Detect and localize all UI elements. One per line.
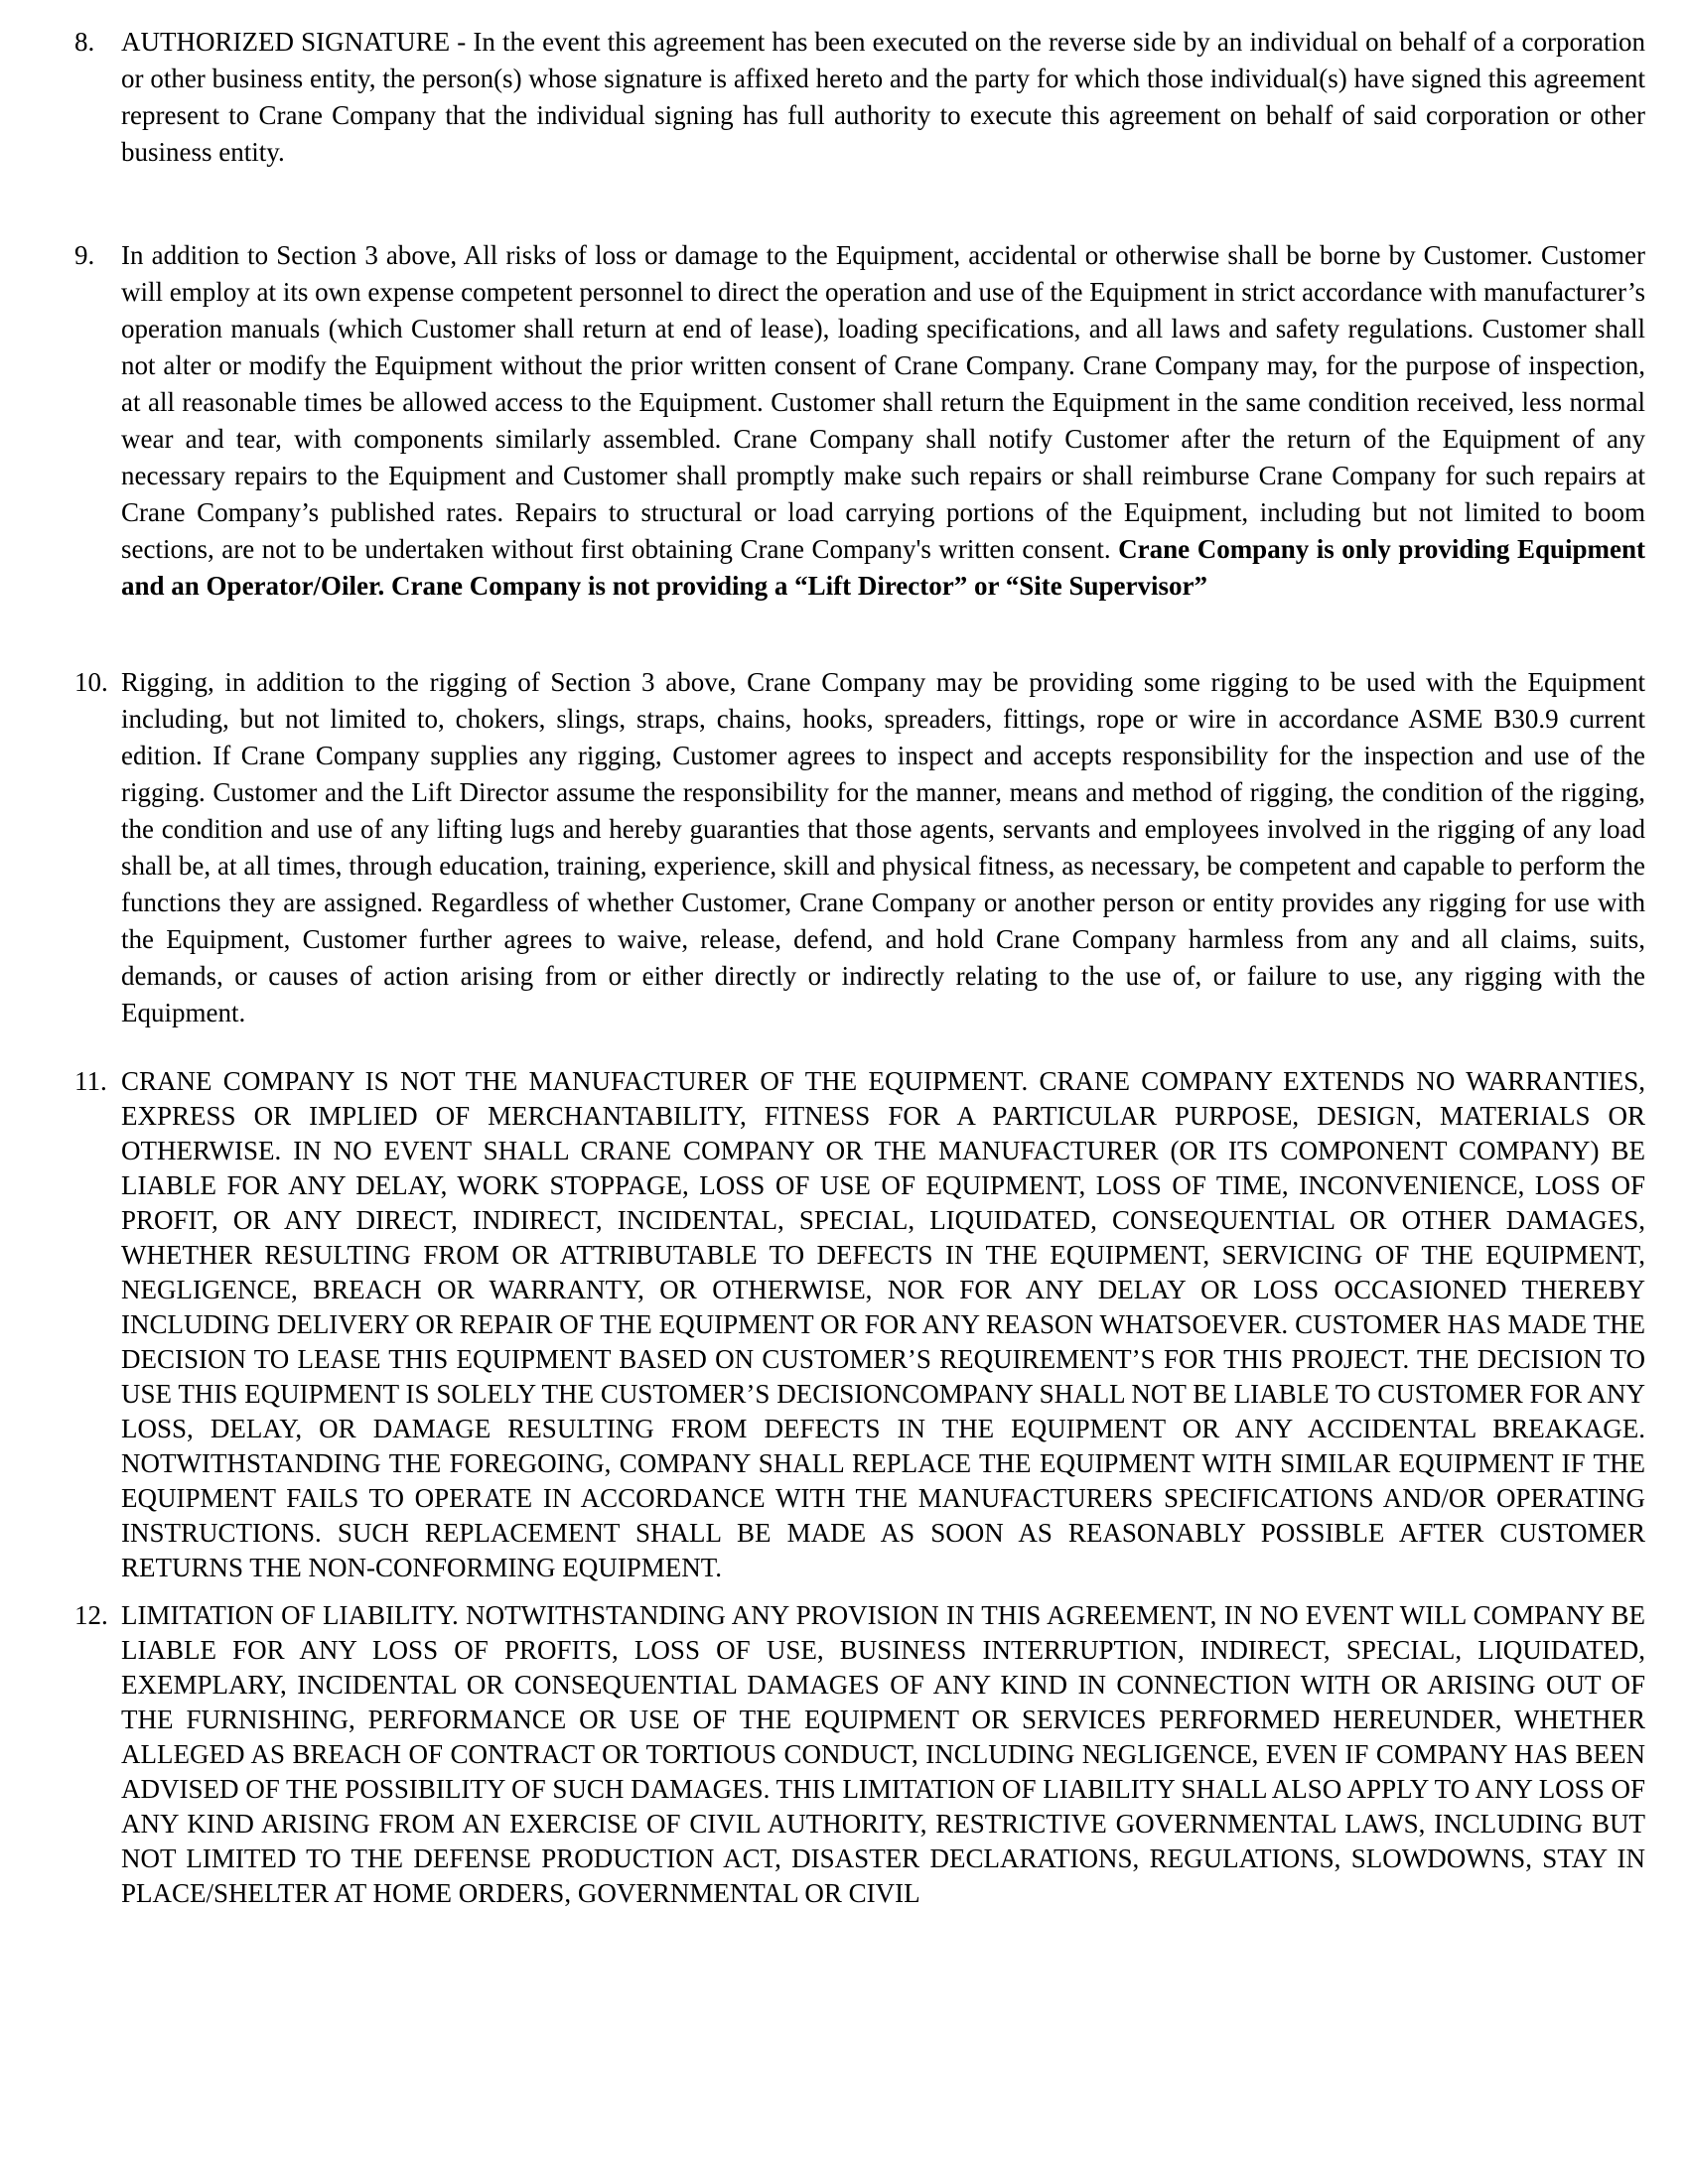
section-9-paragraph: [121, 237, 1645, 605]
section-9-number: 9.: [74, 240, 95, 270]
section-10-paragraph: [121, 664, 1645, 1031]
section-8-number: 8.: [74, 27, 95, 57]
section-9-text: In addition to Section 3 above, All risks of loss or damage to the Equipment, accidental or otherwise shall be borne by Customer. Customer will employ at its own expense competent personnel to direct the operation and use of the Equipment in strict accordance with manufacturer’s operation manuals (which Customer shall return at end of lease), loading specifications, and all laws and safety regulations. Customer shall not alter or modify the Equipment without the prior written consent of Crane Company. Crane Company may, for the purpose of inspection, at all reasonable times be allowed access to the Equipment. Customer shall return the Equipment in the same condition received, less normal wear and tear, with components similarly assembled. Crane Company shall notify Customer after the return of the Equipment of any necessary repairs to the Equipment and Customer shall promptly make such repairs or shall reimburse Crane Company for such repairs at Crane Company’s published rates. Repairs to structural or load carrying portions of the Equipment, including but not limited to boom sections, are not to be undertaken without first obtaining Crane Company's written consent.: [121, 240, 1645, 564]
section-11-paragraph: [121, 1064, 1645, 1585]
section-8: [74, 24, 1645, 171]
section-11-number: 11.: [74, 1066, 107, 1096]
section-12-number: 12.: [74, 1600, 108, 1630]
section-12-paragraph: [121, 1598, 1645, 1911]
section-12: [74, 1598, 1645, 1911]
section-11-text: CRANE COMPANY IS NOT THE MANUFACTURER OF THE EQUIPMENT. CRANE COMPANY EXTENDS NO WARRANTIES, EXPRESS OR IMPLIED OF MERCHANTABILITY, FITNESS FOR A PARTICULAR PURPOSE, DESIGN, MATERIALS OR OTHERWISE. IN NO EVENT SHALL CRANE COMPANY OR THE MANUFACTURER (OR ITS COMPONENT COMPANY) BE LIABLE FOR ANY DELAY, WORK STOPPAGE, LOSS OF USE OF EQUIPMENT, LOSS OF TIME, INCONVENIENCE, LOSS OF PROFIT, OR ANY DIRECT, INDIRECT, INCIDENTAL, SPECIAL, LIQUIDATED, CONSEQUENTIAL OR OTHER DAMAGES, WHETHER RESULTING FROM OR ATTRIBUTABLE TO DEFECTS IN THE EQUIPMENT, SERVICING OF THE EQUIPMENT, NEGLIGENCE, BREACH OR WARRANTY, OR OTHERWISE, NOR FOR ANY DELAY OR LOSS OCCASIONED THEREBY INCLUDING DELIVERY OR REPAIR OF THE EQUIPMENT OR FOR ANY REASON WHATSOEVER. CUSTOMER HAS MADE THE DECISION TO LEASE THIS EQUIPMENT BASED ON CUSTOMER’S REQUIREMENT’S FOR THIS PROJECT. THE DECISION TO USE THIS EQUIPMENT IS SOLELY THE CUSTOMER’S DECISIONCOMPANY SHALL NOT BE LIABLE TO CUSTOMER FOR ANY LOSS, DELAY, OR DAMAGE RESULTING FROM DEFECTS IN THE EQUIPMENT OR ANY ACCIDENTAL BREAKAGE. NOTWITHSTANDING THE FOREGOING, COMPANY SHALL REPLACE THE EQUIPMENT WITH SIMILAR EQUIPMENT IF THE EQUIPMENT FAILS TO OPERATE IN ACCORDANCE WITH THE MANUFACTURERS SPECIFICATIONS AND/OR OPERATING INSTRUCTIONS. SUCH REPLACEMENT SHALL BE MADE AS SOON AS REASONABLY POSSIBLE AFTER CUSTOMER RETURNS THE NON-CONFORMING EQUIPMENT.: [121, 1066, 1645, 1582]
section-8-paragraph: [121, 24, 1645, 171]
section-8-text: AUTHORIZED SIGNATURE - In the event this agreement has been executed on the reverse side by an individual on behalf of a corporation or other business entity, the person(s) whose signature is affixed hereto and the party for which those individual(s) have signed this agreement represent to Crane Company that the individual signing has full authority to execute this agreement on behalf of said corporation or other business entity.: [121, 27, 1645, 167]
section-9: [74, 237, 1645, 605]
section-11: [74, 1064, 1645, 1585]
section-10-number: 10.: [74, 667, 108, 697]
section-12-text: LIMITATION OF LIABILITY. NOTWITHSTANDING ANY PROVISION IN THIS AGREEMENT, IN NO EVENT WILL COMPANY BE LIABLE FOR ANY LOSS OF PROFITS, LOSS OF USE, BUSINESS INTERRUPTION, INDIRECT, SPECIAL, LIQUIDATED, EXEMPLARY, INCIDENTAL OR CONSEQUENTIAL DAMAGES OF ANY KIND IN CONNECTION WITH OR ARISING OUT OF THE FURNISHING, PERFORMANCE OR USE OF THE EQUIPMENT OR SERVICES PERFORMED HEREUNDER, WHETHER ALLEGED AS BREACH OF CONTRACT OR TORTIOUS CONDUCT, INCLUDING NEGLIGENCE, EVEN IF COMPANY HAS BEEN ADVISED OF THE POSSIBILITY OF SUCH DAMAGES. THIS LIMITATION OF LIABILITY SHALL ALSO APPLY TO ANY LOSS OF ANY KIND ARISING FROM AN EXERCISE OF CIVIL AUTHORITY, RESTRICTIVE GOVERNMENTAL LAWS, INCLUDING BUT NOT LIMITED TO THE DEFENSE PRODUCTION ACT, DISASTER DECLARATIONS, REGULATIONS, SLOWDOWNS, STAY IN PLACE/SHELTER AT HOME ORDERS, GOVERNMENTAL OR CIVIL: [121, 1600, 1645, 1908]
section-10-text: Rigging, in addition to the rigging of Section 3 above, Crane Company may be providing some rigging to be used with the Equipment including, but not limited to, chokers, slings, straps, chains, hooks, spreaders, fittings, rope or wire in accordance ASME B30.9 current edition. If Crane Company supplies any rigging, Customer agrees to inspect and accepts responsibility for the inspection and use of the rigging. Customer and the Lift Director assume the responsibility for the manner, means and method of rigging, the condition of the rigging, the condition and use of any lifting lugs and hereby guaranties that those agents, servants and employees involved in the rigging of any load shall be, at all times, through education, training, experience, skill and physical fitness, as necessary, be competent and capable to perform the functions they are assigned. Regardless of whether Customer, Crane Company or another person or entity provides any rigging for use with the Equipment, Customer further agrees to waive, release, defend, and hold Crane Company harmless from any and all claims, suits, demands, or causes of action arising from or either directly or indirectly relating to the use of, or failure to use, any rigging with the Equipment.: [121, 667, 1645, 1027]
section-10: [74, 664, 1645, 1031]
section-9-bold-text: Crane Company is only providing Equipment and an Operator/Oiler. Crane Company is not providing a “Lift Director” or “Site Supervisor”: [121, 534, 1645, 601]
